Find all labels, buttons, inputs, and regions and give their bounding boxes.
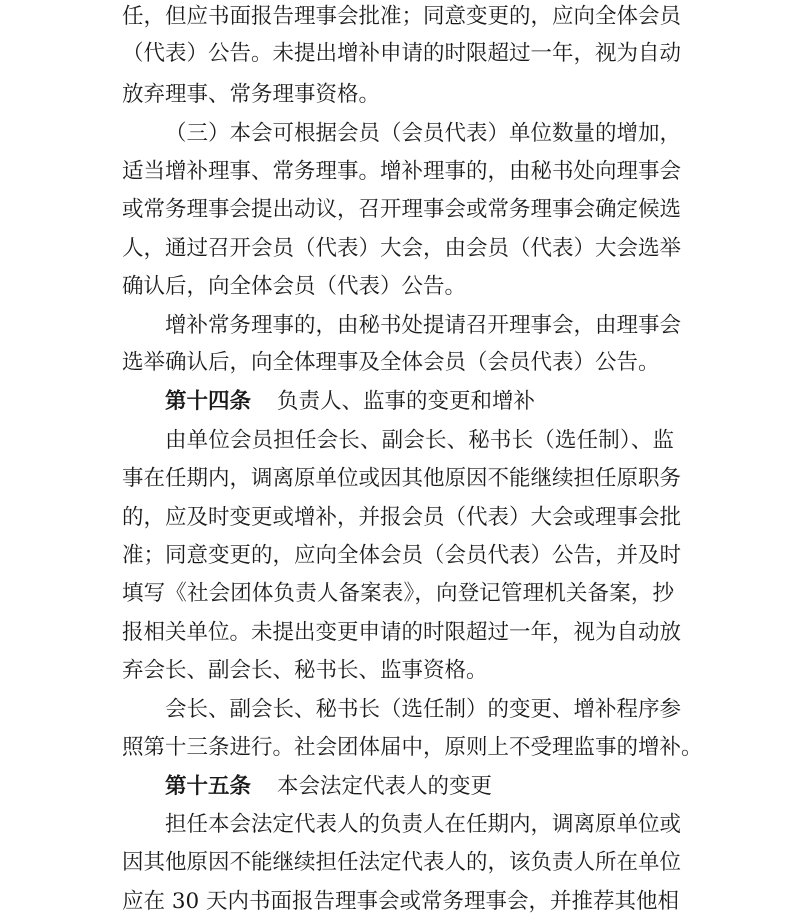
article-heading bbox=[165, 768, 492, 806]
text-line: 选举确认后，向全体理事及全体会员（会员代表）公告。 bbox=[122, 350, 660, 375]
text-line: 准；同意变更的，应向全体会员（会员代表）公告，并及时 bbox=[122, 543, 682, 568]
text-line: 由单位会员担任会长、副会长、秘书长（选任制）、监 bbox=[165, 428, 674, 453]
text-line: 事在任期内，调离原单位或因其他原因不能继续担任原职务 bbox=[122, 466, 682, 491]
text-line: 的，应及时变更或增补，并报会员（代表）大会或理事会批 bbox=[122, 505, 682, 530]
text-line: 担任本会法定代表人的负责人在任期内，调离原单位或 bbox=[165, 812, 682, 837]
text-line: 照第十三条进行。社会团体届中，原则上不受理监事的增补。 bbox=[122, 735, 703, 760]
text-line: 增补常务理事的，由秘书处提请召开理事会，由理事会 bbox=[165, 313, 682, 338]
text-line: 填写《社会团体负责人备案表》，向登记管理机关备案，抄 bbox=[122, 581, 674, 606]
article-title: 本会法定代表人的变更 bbox=[277, 774, 493, 799]
text-line: 放弃理事、常务理事资格。 bbox=[122, 82, 381, 107]
text-line: 任，但应书面报告理事会批准；同意变更的，应向全体会员 bbox=[122, 4, 682, 29]
text-line: 报相关单位。未提出变更申请的时限超过一年，视为自动放 bbox=[122, 620, 682, 645]
article-number: 第十四条 bbox=[165, 389, 252, 414]
text-line: 人，通过召开会员（代表）大会，由会员（代表）大会选举 bbox=[122, 236, 682, 261]
text-line: （代表）公告。未提出增补申请的时限超过一年，视为自动 bbox=[122, 41, 682, 66]
text-line: 适当增补理事、常务理事。增补理事的，由秘书处向理事会 bbox=[122, 159, 682, 184]
text-line: （三）本会可根据会员（会员代表）单位数量的增加， bbox=[165, 121, 682, 146]
text-line: 或常务理事会提出动议，召开理事会或常务理事会确定候选 bbox=[122, 197, 682, 222]
article-number: 第十五条 bbox=[165, 774, 252, 799]
text-line: 应在 30 天内书面报告理事会或常务理事会，并推荐其他相 bbox=[122, 889, 680, 914]
text-line: 确认后，向全体会员（代表）公告。 bbox=[122, 274, 467, 299]
text-line: 因其他原因不能继续担任法定代表人的，该负责人所在单位 bbox=[122, 850, 682, 875]
text-line: 会长、副会长、秘书长（选任制）的变更、增补程序参 bbox=[165, 697, 682, 722]
text-line: 弃会长、副会长、秘书长、监事资格。 bbox=[122, 658, 488, 683]
article-title: 负责人、监事的变更和增补 bbox=[277, 389, 536, 414]
article-heading bbox=[165, 383, 535, 421]
